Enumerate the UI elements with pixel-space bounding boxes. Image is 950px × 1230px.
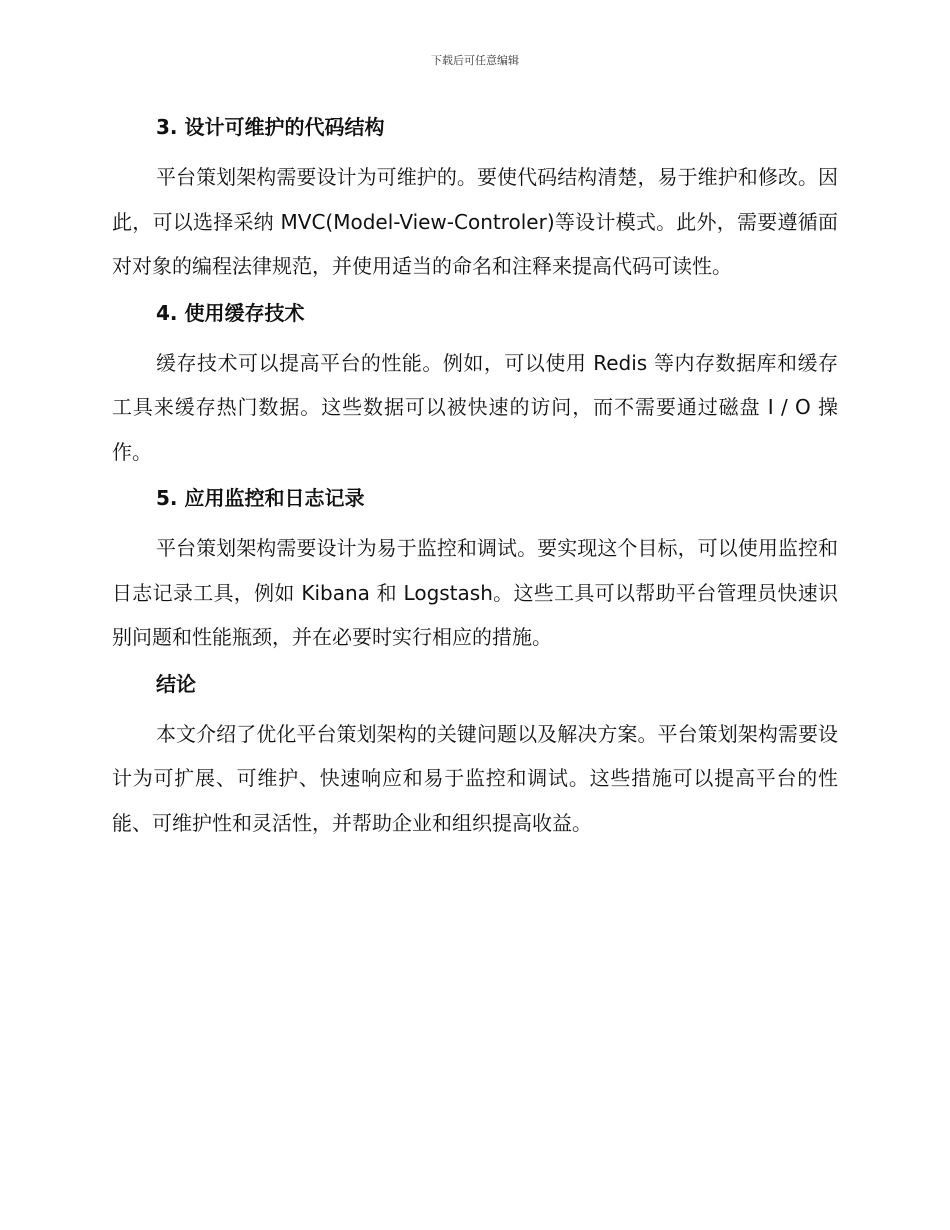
section-heading-conclusion: 结论 — [156, 671, 196, 696]
section-paragraph-maintainable-code: 平台策划架构需要设计为可维护的。要使代码结构清楚，易于维护和修改。因此，可以选择采纳 MVC(Model-View-Controler)等设计模式。此外，需要遵循面对对象的编程法律规范，并使用适当的命名和注释来提高代码可读性。 — [112, 165, 838, 278]
section-heading-maintainable-code: 3. 设计可维护的代码结构 — [156, 115, 385, 139]
section-heading-monitoring-logging: 5. 应用监控和日志记录 — [156, 486, 365, 510]
section-heading-caching: 4. 使用缓存技术 — [156, 300, 305, 325]
section-paragraph-conclusion: 本文介绍了优化平台策划架构的关键问题以及解决方案。平台策划架构需要设计为可扩展、可维护、快速响应和易于监控和调试。这些措施可以提高平台的性能、可维护性和灵活性，并帮助企业和组织提高收益。 — [112, 721, 838, 835]
document-body — [112, 112, 838, 845]
page-header: 下载后可任意编辑 — [431, 54, 519, 67]
section-paragraph-caching: 缓存技术可以提高平台的性能。例如，可以使用 Redis 等内存数据库和缓存工具来缓存热门数据。这些数据可以被快速的访问，而不需要通过磁盘 I / O 操作。 — [112, 350, 838, 464]
section-paragraph-monitoring-logging: 平台策划架构需要设计为易于监控和调试。要实现这个目标，可以使用监控和日志记录工具，例如 Kibana 和 Logstash。这些工具可以帮助平台管理员快速识别问题和性能瓶颈，并在必要时实行相应的措施。 — [112, 536, 838, 649]
